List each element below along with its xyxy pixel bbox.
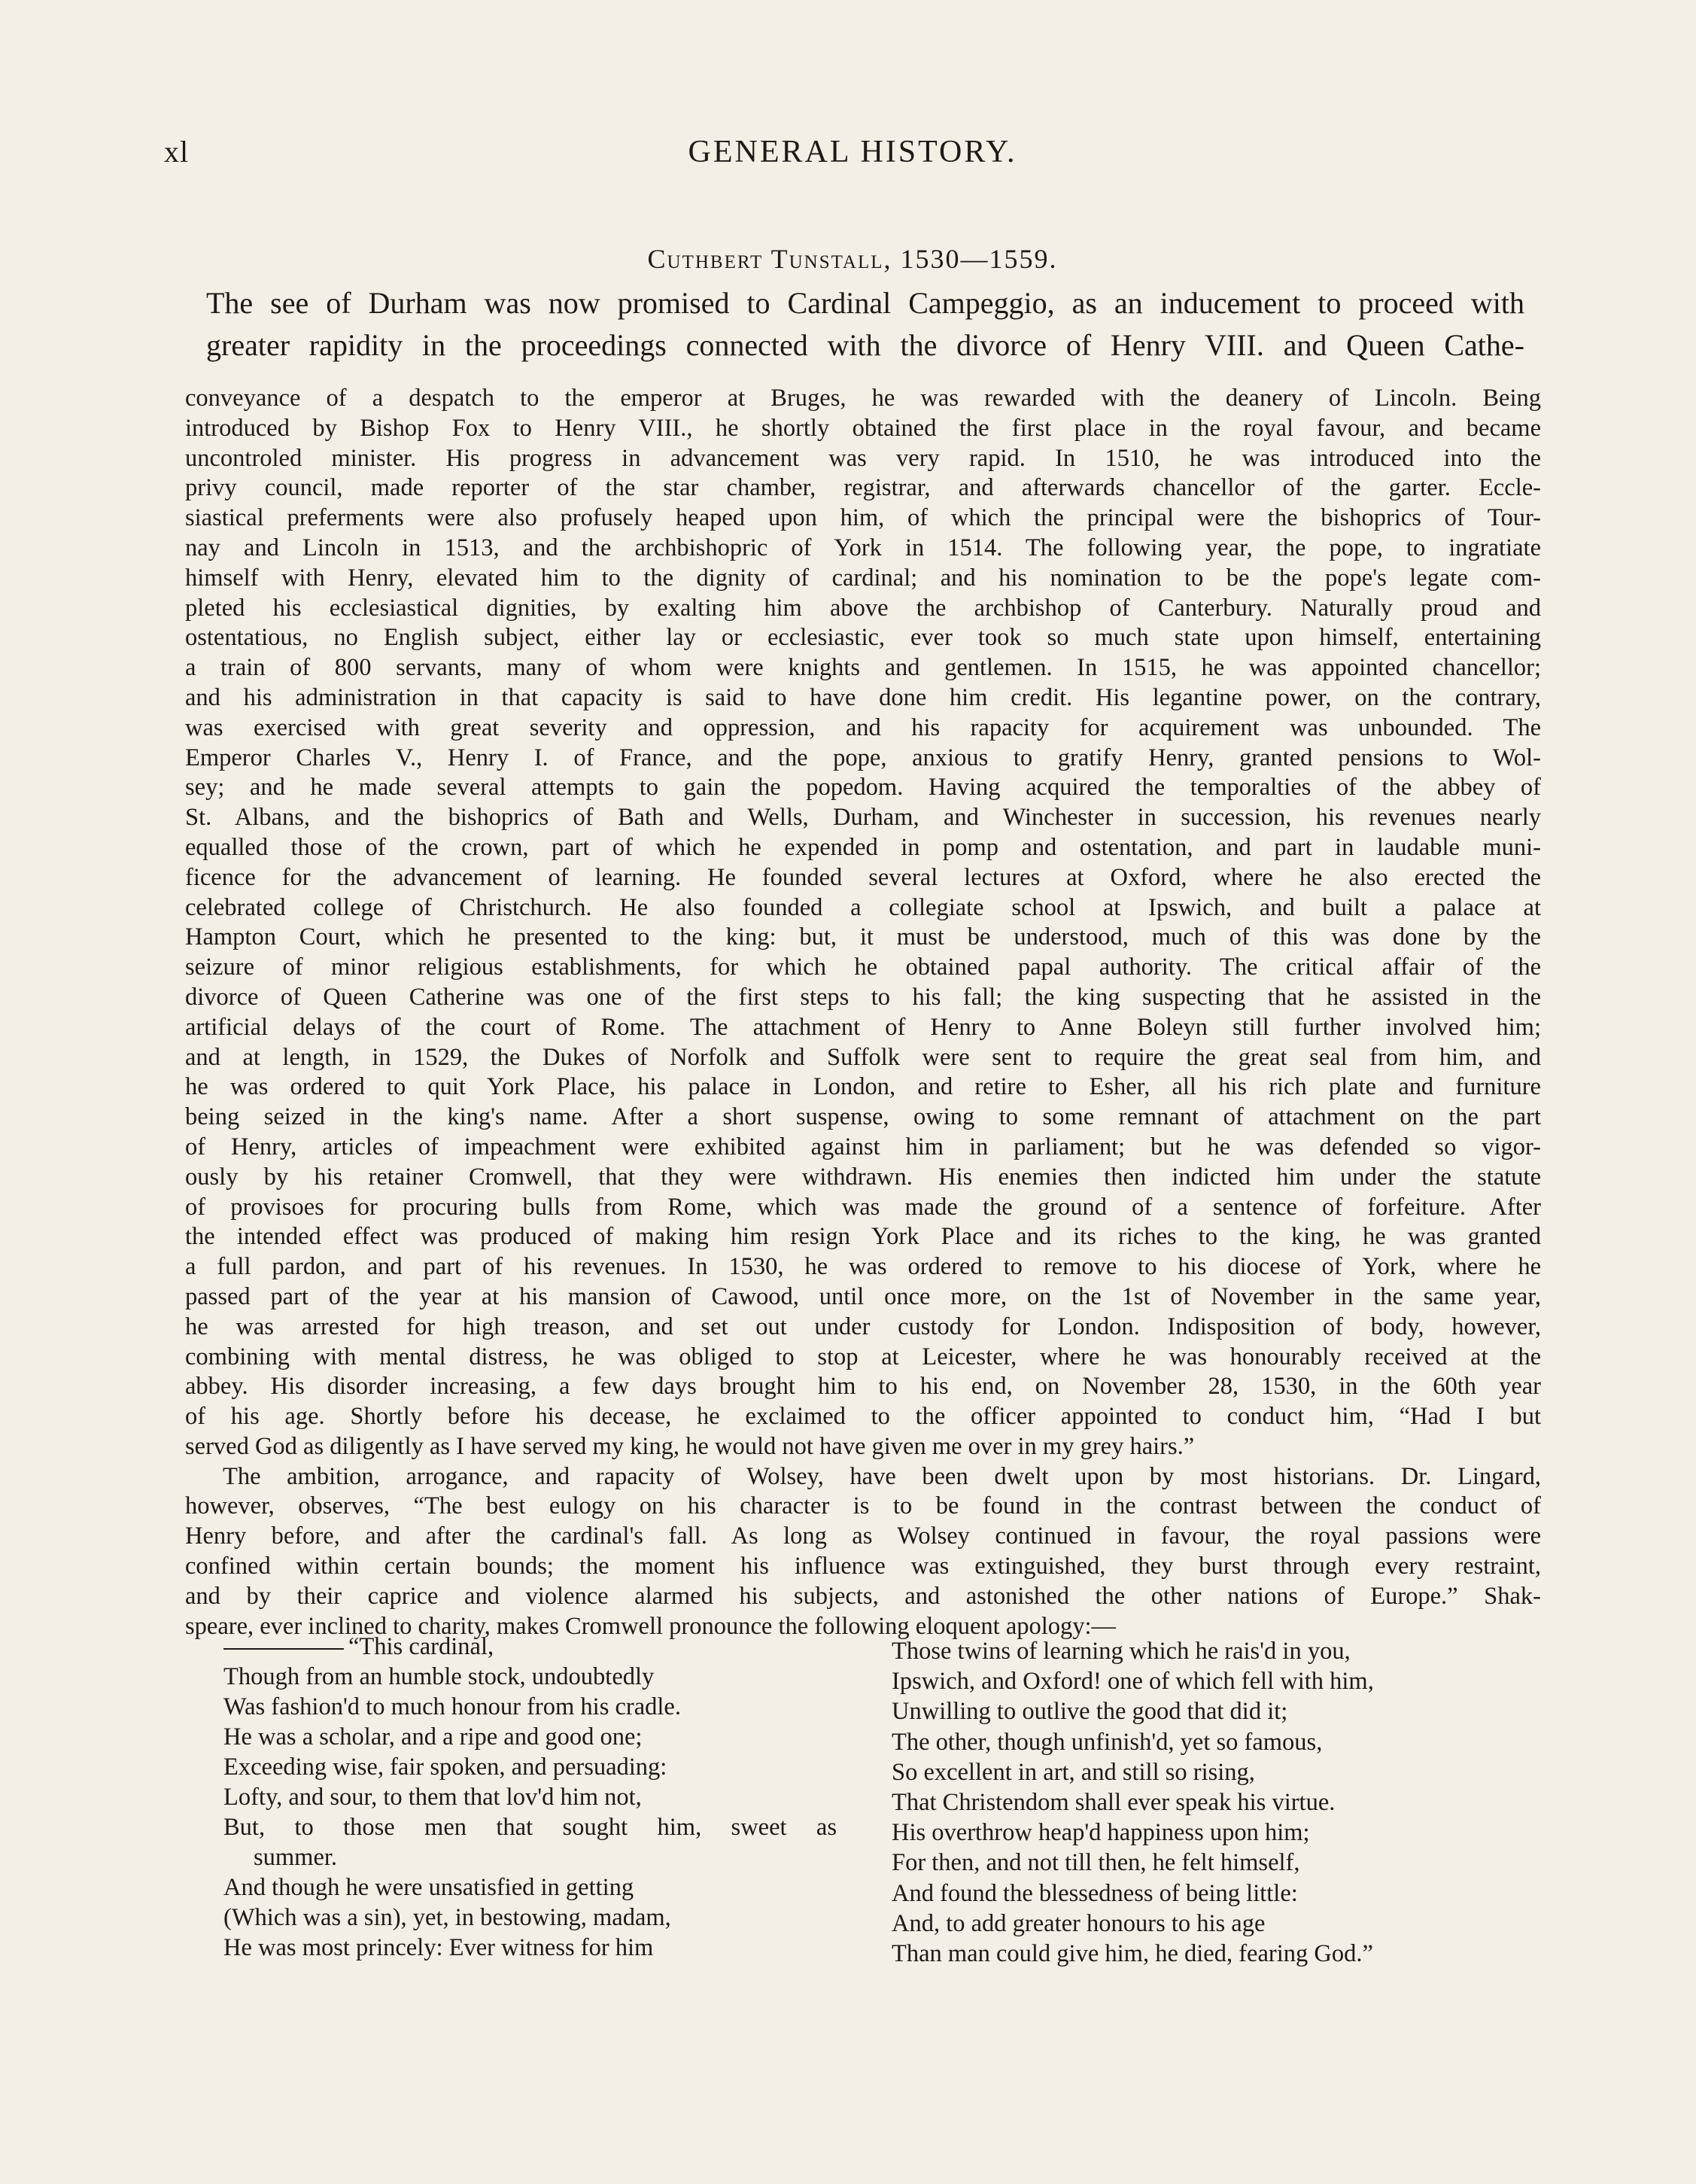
verse-line	[223, 1632, 848, 1662]
text-line: of Henry, articles of impeachment were exhibited against him in parliament; but he was defended so vigor-	[185, 1133, 1541, 1160]
text-line: ostentatious, no English subject, either lay or ecclesiastic, ever took so much state upon himself, entertaining	[185, 624, 1541, 652]
text-line: Emperor Charles V., Henry I. of France, and the pope, anxious to gratify Henry, granted pensions to Wol-	[185, 744, 1541, 771]
lead-paragraph	[206, 282, 1524, 367]
running-title: GENERAL HISTORY.	[688, 135, 1017, 169]
body-text	[185, 384, 1541, 1641]
text-line: Hampton Court, which he presented to the king: but, it must be understood, much of this was done by the	[185, 923, 1541, 951]
verse-line: And though he were unsatisfied in getting	[223, 1874, 634, 1901]
text-line: of provisoes for procuring bulls from Rome, which was made the ground of a sentence of forfeiture. After	[185, 1193, 1541, 1221]
text-line: speare, ever inclined to charity, makes Cromwell pronounce the following eloquent apology:—	[185, 1612, 1117, 1640]
text-line: a train of 800 servants, many of whom were knights and gentlemen. In 1515, he was appointed chancellor;	[185, 654, 1541, 682]
section-heading: Cuthbert Tunstall, 1530—1559.	[647, 244, 1058, 274]
text-line: ously by his retainer Cromwell, that they were withdrawn. His enemies then indicted him under the statute	[185, 1163, 1541, 1191]
text-line: artificial delays of the court of Rome. The attachment of Henry to Anne Boleyn still further involved him;	[185, 1013, 1541, 1041]
verse-line: That Christendom shall ever speak his virtue.	[892, 1789, 1336, 1817]
text-line: ficence for the advancement of learning. He founded several lectures at Oxford, where he also erected the	[185, 863, 1541, 891]
text-line: combining with mental distress, he was obliged to stop at Leicester, where he was honourably received at the	[185, 1343, 1541, 1370]
text-line: however, observes, “The best eulogy on his character is to be found in the contrast between the conduct of	[185, 1492, 1541, 1520]
verse-line: And, to add greater honours to his age	[892, 1909, 1266, 1937]
text-line: he was ordered to quit York Place, his palace in London, and retire to Esher, all his rich plate and furniture	[185, 1073, 1541, 1101]
text-line: conveyance of a despatch to the emperor at Bruges, he was rewarded with the deanery of Lincoln. Being	[185, 385, 1541, 412]
text-line: siastical preferments were also profusely heaped upon him, of which the principal were the bishoprics of Tour-	[185, 504, 1541, 532]
verse-line-text: “This cardinal,	[348, 1633, 494, 1660]
verse-line: (Which was a sin), yet, in bestowing, madam,	[223, 1904, 671, 1931]
text-line: and his administration in that capacity is said to have done him credit. His legantine power, on the contrary,	[185, 683, 1541, 711]
text-line: celebrated college of Christchurch. He also founded a collegiate school at Ipswich, and built a palace at	[185, 893, 1541, 921]
text-line: sey; and he made several attempts to gain the popedom. Having acquired the temporalties of the abbey of	[185, 774, 1541, 802]
verse-line: Ipswich, and Oxford! one of which fell with him,	[892, 1668, 1374, 1696]
lead-line: The see of Durham was now promised to Cardinal Campeggio, as an inducement to proceed with	[206, 286, 1524, 320]
verse-line: Unwilling to outlive the good that did it;	[892, 1698, 1288, 1726]
text-line: and at length, in 1529, the Dukes of Norfolk and Suffolk were sent to require the great seal from him, and	[185, 1043, 1541, 1071]
text-line: confined within certain bounds; the moment his influence was extinguished, they burst through every restraint,	[185, 1553, 1541, 1580]
verse-line: But, to those men that sought him, sweet as	[223, 1814, 837, 1841]
verse-line: Though from an humble stock, undoubtedly	[223, 1663, 655, 1690]
verse-line: For then, and not till then, he felt himself,	[892, 1849, 1300, 1877]
text-line: pleted his ecclesiastical dignities, by exalting him above the archbishop of Canterbury. Naturally proud and	[185, 594, 1541, 622]
verse-line: Was fashion'd to much honour from his cradle.	[223, 1693, 681, 1720]
text-line: being seized in the king's name. After a short suspense, owing to some remnant of attachment on the part	[185, 1103, 1541, 1131]
text-line: uncontroled minister. His progress in advancement was very rapid. In 1510, he was introduced into the	[185, 444, 1541, 472]
text-line: of his age. Shortly before his decease, he exclaimed to the officer appointed to conduct him, “Had I but	[185, 1403, 1541, 1431]
verse-line: Exceeding wise, fair spoken, and persuading:	[223, 1754, 667, 1781]
verse-line: He was a scholar, and a ripe and good one;	[223, 1723, 643, 1751]
verse-line: Than man could give him, he died, fearing God.”	[892, 1940, 1373, 1968]
text-line: a full pardon, and part of his revenues. In 1530, he was ordered to remove to his diocese of York, where he	[185, 1253, 1541, 1281]
verse-line: Lofty, and sour, to them that lov'd him not,	[223, 1784, 642, 1811]
verse-column-right	[892, 1636, 1524, 1969]
page-header	[164, 134, 1541, 179]
page-number: xl	[164, 135, 190, 169]
text-line: he was arrested for high treason, and set out under custody for London. Indisposition of body, however,	[185, 1313, 1541, 1340]
verse-line: Those twins of learning which he rais'd in you,	[892, 1638, 1351, 1665]
text-line: the intended effect was produced of making him resign York Place and its riches to the king, he was granted	[185, 1223, 1541, 1251]
text-line: privy council, made reporter of the star chamber, registrar, and afterwards chancellor of the garter. Eccle-	[185, 474, 1541, 502]
text-line: passed part of the year at his mansion of Cawood, until once more, on the 1st of November in the same year,	[185, 1282, 1541, 1310]
text-line: and by their caprice and violence alarmed his subjects, and astonished the other nations of Europe.” Shak-	[185, 1582, 1541, 1610]
text-line: nay and Lincoln in 1513, and the archbishopric of York in 1514. The following year, the pope, to ingratiate	[185, 534, 1541, 561]
text-line: introduced by Bishop Fox to Henry VIII., he shortly obtained the first place in the royal favour, and became	[185, 414, 1541, 442]
text-line: was exercised with great severity and oppression, and his rapacity for acquirement was unbounded. The	[185, 713, 1541, 741]
text-line: Henry before, and after the cardinal's fall. As long as Wolsey continued in favour, the royal passions were	[185, 1522, 1541, 1550]
verse-line: The other, though unfinish'd, yet so famous,	[892, 1728, 1323, 1756]
verse-column-left	[223, 1632, 848, 1963]
text-line: abbey. His disorder increasing, a few days brought him to his end, on November 28, 1530, in the 60th year	[185, 1373, 1541, 1401]
verse-line: And found the blessedness of being little:	[892, 1879, 1298, 1907]
text-line: equalled those of the crown, part of which he expended in pomp and ostentation, and part in laudable muni-	[185, 833, 1541, 861]
em-rule	[223, 1648, 344, 1650]
text-line: St. Albans, and the bishoprics of Bath and Wells, Durham, and Winchester in succession, his revenues nearly	[185, 804, 1541, 832]
text-line: himself with Henry, elevated him to the dignity of cardinal; and his nomination to be the pope's legate com-	[185, 564, 1541, 592]
lead-line: greater rapidity in the proceedings connected with the divorce of Henry VIII. and Queen Cathe-	[206, 328, 1524, 362]
verse-line: summer.	[254, 1844, 338, 1871]
text-line: seizure of minor religious establishments, for which he obtained papal authority. The critical affair of the	[185, 954, 1541, 981]
verse-line: He was most princely: Ever witness for him	[223, 1934, 654, 1961]
text-line: served God as diligently as I have served my king, he would not have given me over in my grey hairs.”	[185, 1432, 1195, 1460]
text-line: divorce of Queen Catherine was one of the first steps to his fall; the king suspecting that he assisted in the	[185, 983, 1541, 1011]
verse-line: His overthrow heap'd happiness upon him;	[892, 1819, 1310, 1847]
text-line: The ambition, arrogance, and rapacity of Wolsey, have been dwelt upon by most historians. Dr. Lingard,	[223, 1462, 1541, 1490]
verse-line: So excellent in art, and still so rising,	[892, 1758, 1255, 1786]
